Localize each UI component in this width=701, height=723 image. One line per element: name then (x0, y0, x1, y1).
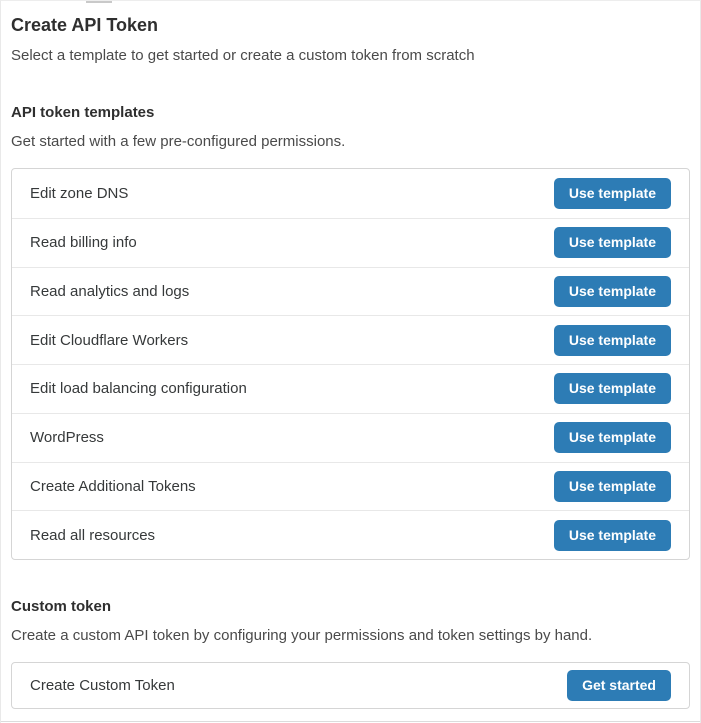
scrolled-content-artifact (86, 1, 112, 3)
use-template-button[interactable]: Use template (554, 520, 671, 551)
page-bottom-divider (1, 721, 700, 722)
template-name: Edit zone DNS (30, 184, 129, 202)
use-template-button[interactable]: Use template (554, 325, 671, 356)
api-token-templates-table (11, 168, 690, 560)
use-template-button[interactable]: Use template (554, 276, 671, 307)
templates-section-heading: API token templates (11, 104, 155, 121)
template-row-edit-zone-dns (12, 169, 689, 218)
use-template-button[interactable]: Use template (554, 422, 671, 453)
page-title: Create API Token (11, 15, 159, 35)
page-subtitle: Select a template to get started or create a custom token from scratch (11, 47, 475, 64)
use-template-button[interactable]: Use template (554, 471, 671, 502)
template-row-read-billing-info (12, 218, 689, 267)
custom-token-section-heading: Custom token (11, 598, 112, 615)
template-row-read-all-resources (12, 510, 689, 559)
get-started-button[interactable]: Get started (567, 670, 671, 701)
templates-section-description: Get started with a few pre-configured permissions. (11, 133, 346, 150)
template-row-edit-cloudflare-workers (12, 315, 689, 364)
custom-token-label: Create Custom Token (30, 677, 175, 694)
template-row-create-additional-tokens (12, 462, 689, 511)
custom-token-section-description: Create a custom API token by configuring your permissions and token settings by hand. (11, 627, 593, 644)
template-row-edit-load-balancing-configuration (12, 364, 689, 413)
template-row-read-analytics-and-logs (12, 267, 689, 316)
custom-token-table (11, 662, 690, 709)
template-name: Read all resources (30, 526, 156, 544)
template-name: Edit load balancing configuration (30, 380, 247, 398)
custom-token-row (12, 663, 689, 708)
template-name: Read billing info (30, 234, 137, 252)
template-name: WordPress (30, 429, 104, 447)
template-name: Create Additional Tokens (30, 477, 196, 495)
template-name: Read analytics and logs (30, 282, 190, 300)
template-row-wordpress (12, 413, 689, 462)
template-name: Edit Cloudflare Workers (30, 331, 189, 349)
use-template-button[interactable]: Use template (554, 227, 671, 258)
use-template-button[interactable]: Use template (554, 373, 671, 404)
use-template-button[interactable]: Use template (554, 178, 671, 209)
